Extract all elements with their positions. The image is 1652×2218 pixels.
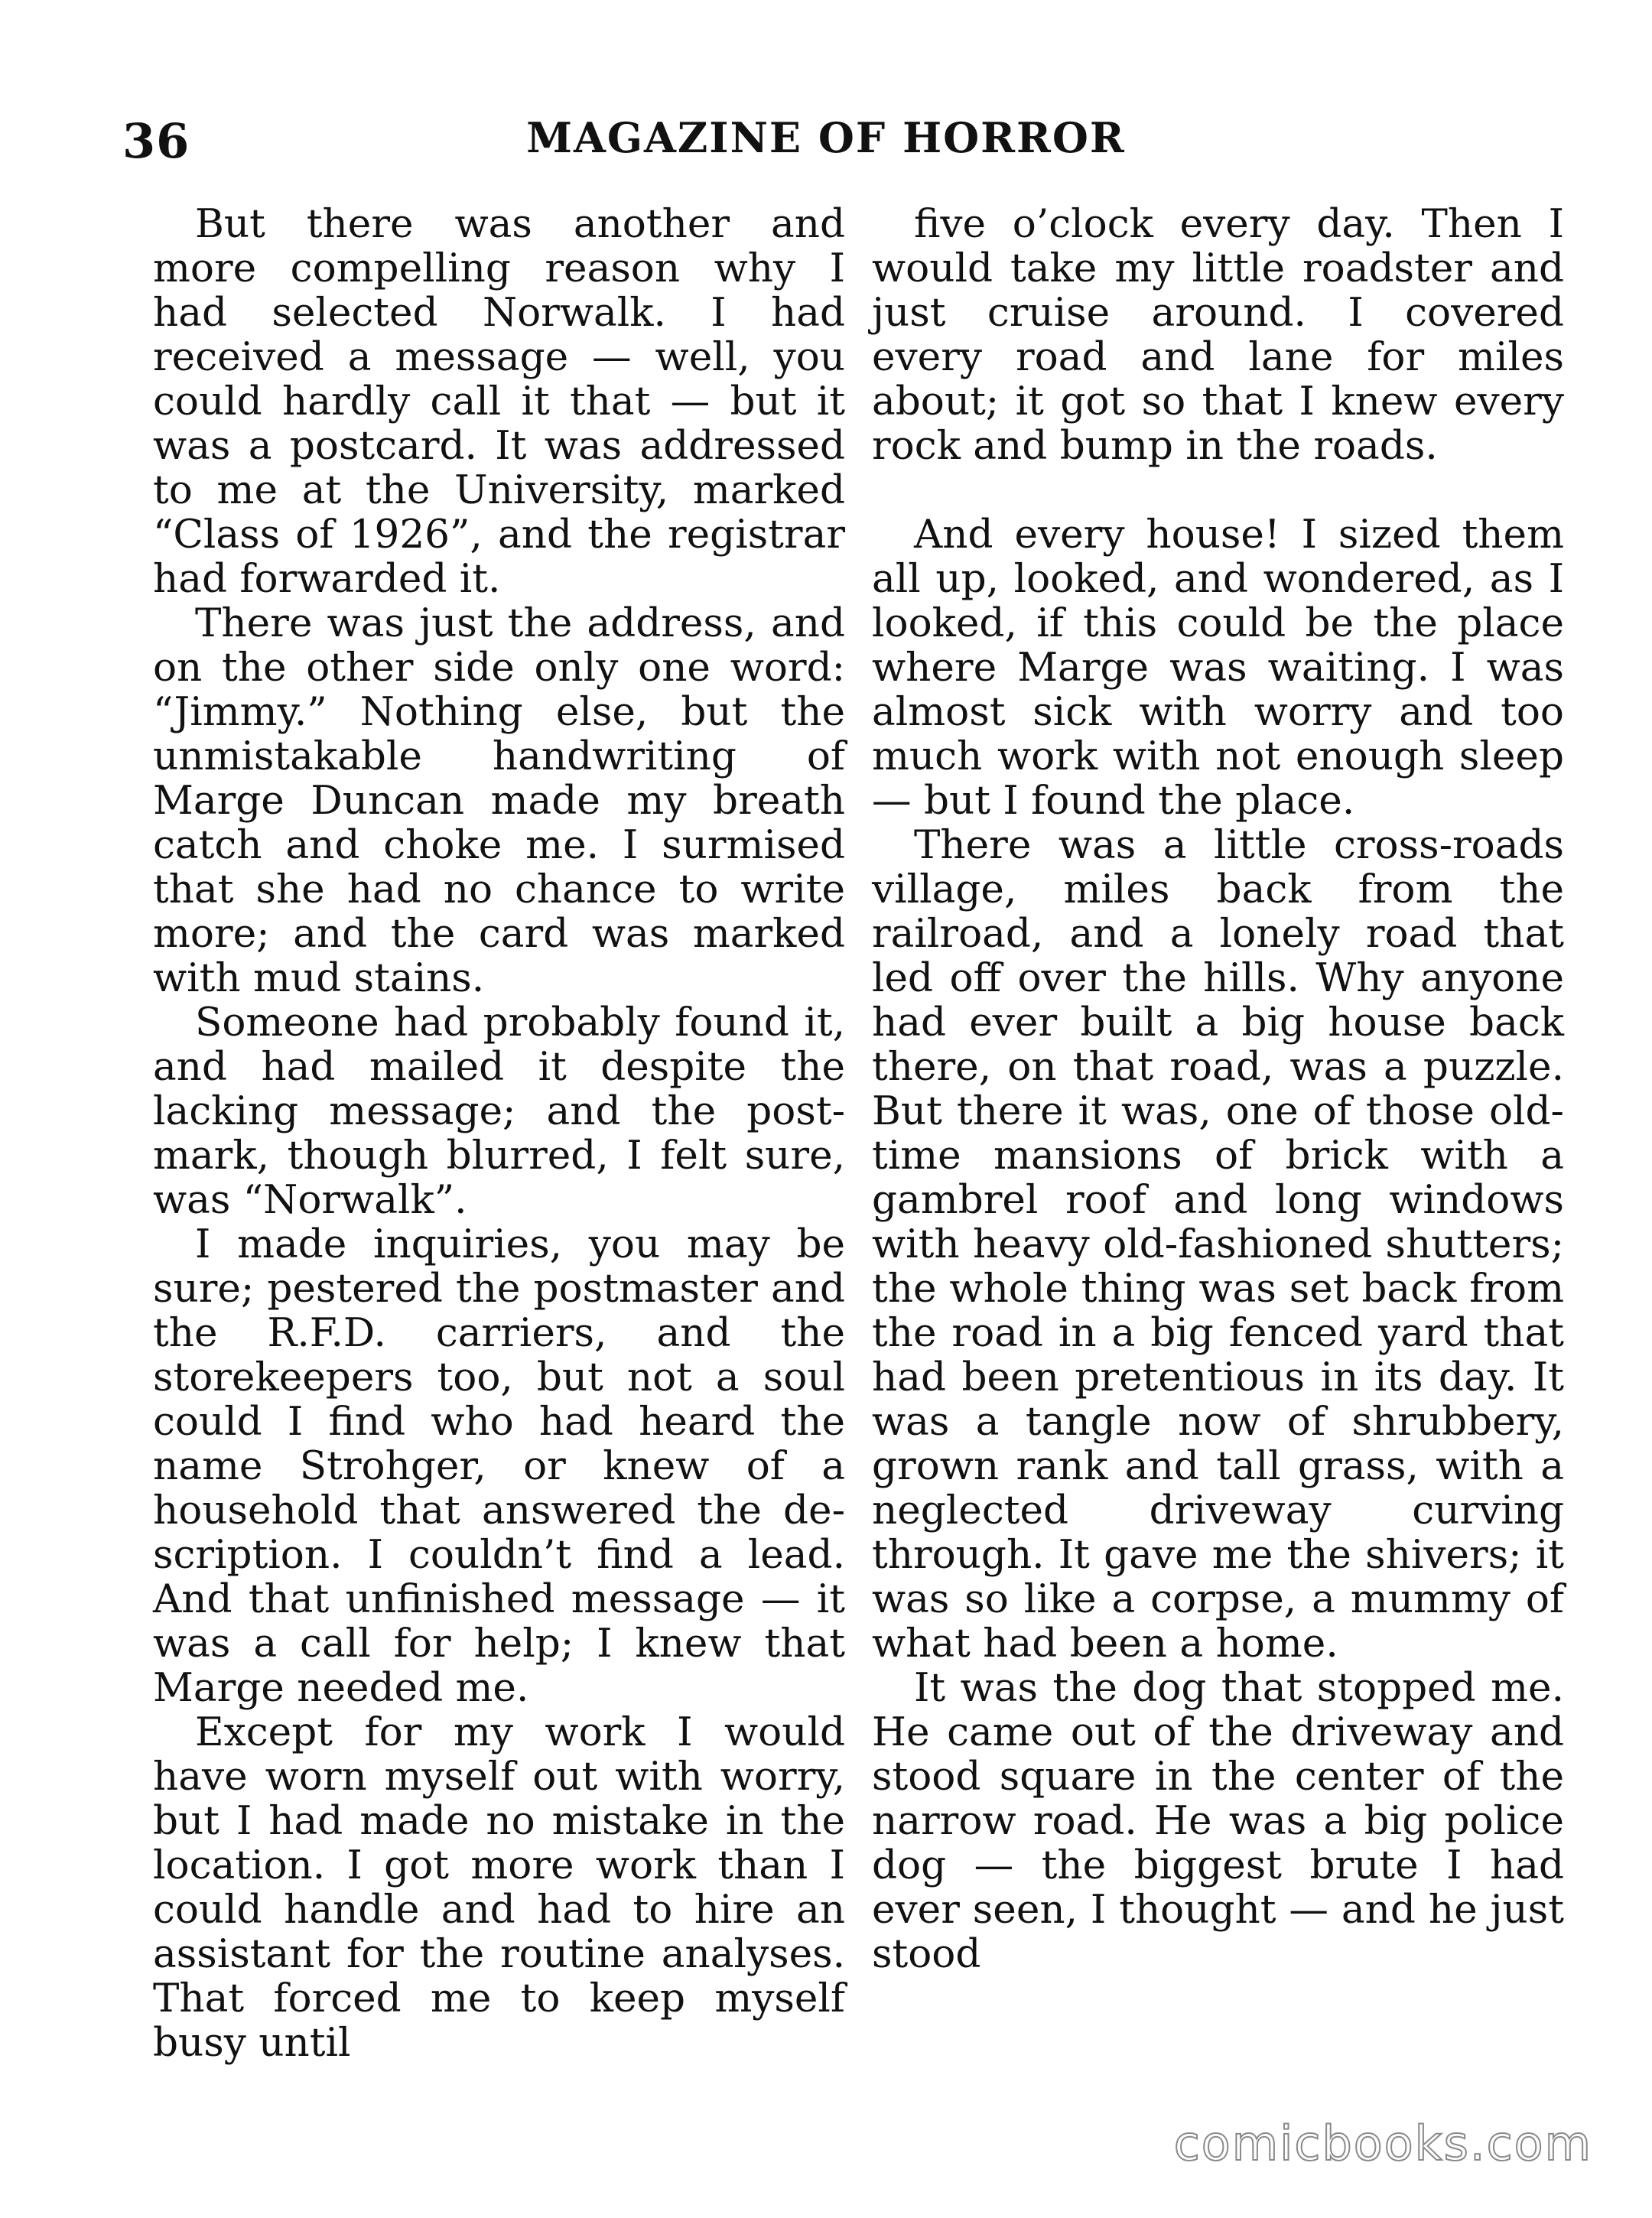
left-column [153, 202, 845, 2065]
paragraph: It was the dog that stopped me. He came out of the driveway and stood square in the center of the narrow road. He was a big police dog — the biggest brute I had ever seen, I thought — and he just stood [872, 1665, 1564, 1977]
paragraph: five o’clock every day. Then I would take my little roadster and just cruise around. I covered every road and lane for miles about; it got so that I knew every rock and bump in the roads. [872, 201, 1564, 469]
paragraph: I made inquiries, you may be sure; pestered the postmaster and the R.F.D. carriers, and the storekeepers too, but not a soul could I find who had heard the name Strohger, or knew of a household that answered the description. I couldn’t find a lead. And that unfinished message — it was a call for help; I knew that Marge needed me. [153, 1221, 845, 1711]
watermark-logo: comicbooks.com [1173, 2116, 1592, 2171]
paragraph: Someone had probably found it, and had mailed it despite the lacking message; and the postmark, though blurred, I felt sure, was “Norwalk”. [153, 1000, 845, 1223]
paragraph: Except for my work I would have worn myself out with worry, but I had made no mistake in the location. I got more work than I could handle and had to hire an assistant for the routine analyses. That forced me to keep myself busy until [153, 1709, 845, 2066]
page-number: 36 [122, 113, 190, 169]
paragraph: There was just the address, and on the other side only one word: “Jimmy.” Nothing else, but the unmistakable handwriting of Marge Duncan made my breath catch and choke me. I surmised that she had no chance to write more; and the card was marked with mud stains. [153, 600, 845, 1001]
paragraph: And every house! I sized them all up, looked, and wondered, as I looked, if this could be the place where Marge was waiting. I was almost sick with worry and too much work with not enough sleep — but I found the place. [872, 512, 1564, 824]
paragraph: But there was another and more compelling reason why I had selected Norwalk. I had received a message — well, you could hardly call it that — but it was a postcard. It was addressed to me at the University, marked “Class of 1926”, and the registrar had forwarded it. [153, 201, 845, 602]
right-column [872, 202, 1564, 1976]
paragraph: There was a little cross-roads village, miles back from the railroad, and a lonely road that led off over the hills. Why anyone had ever built a big house back there, on that road, was a puzzle. But there it was, one of those old-time mansions of brick with a gambrel roof and long windows with heavy old-fashioned shutters; the whole thing was set back from the road in a big fenced yard that had been pretentious in its day. It was a tangle now of shrubbery, grown rank and tall grass, with a neglected driveway curving through. It gave me the shivers; it was so like a corpse, a mummy of what had been a home. [872, 822, 1564, 1667]
running-head: MAGAZINE OF HORROR [526, 113, 1126, 162]
